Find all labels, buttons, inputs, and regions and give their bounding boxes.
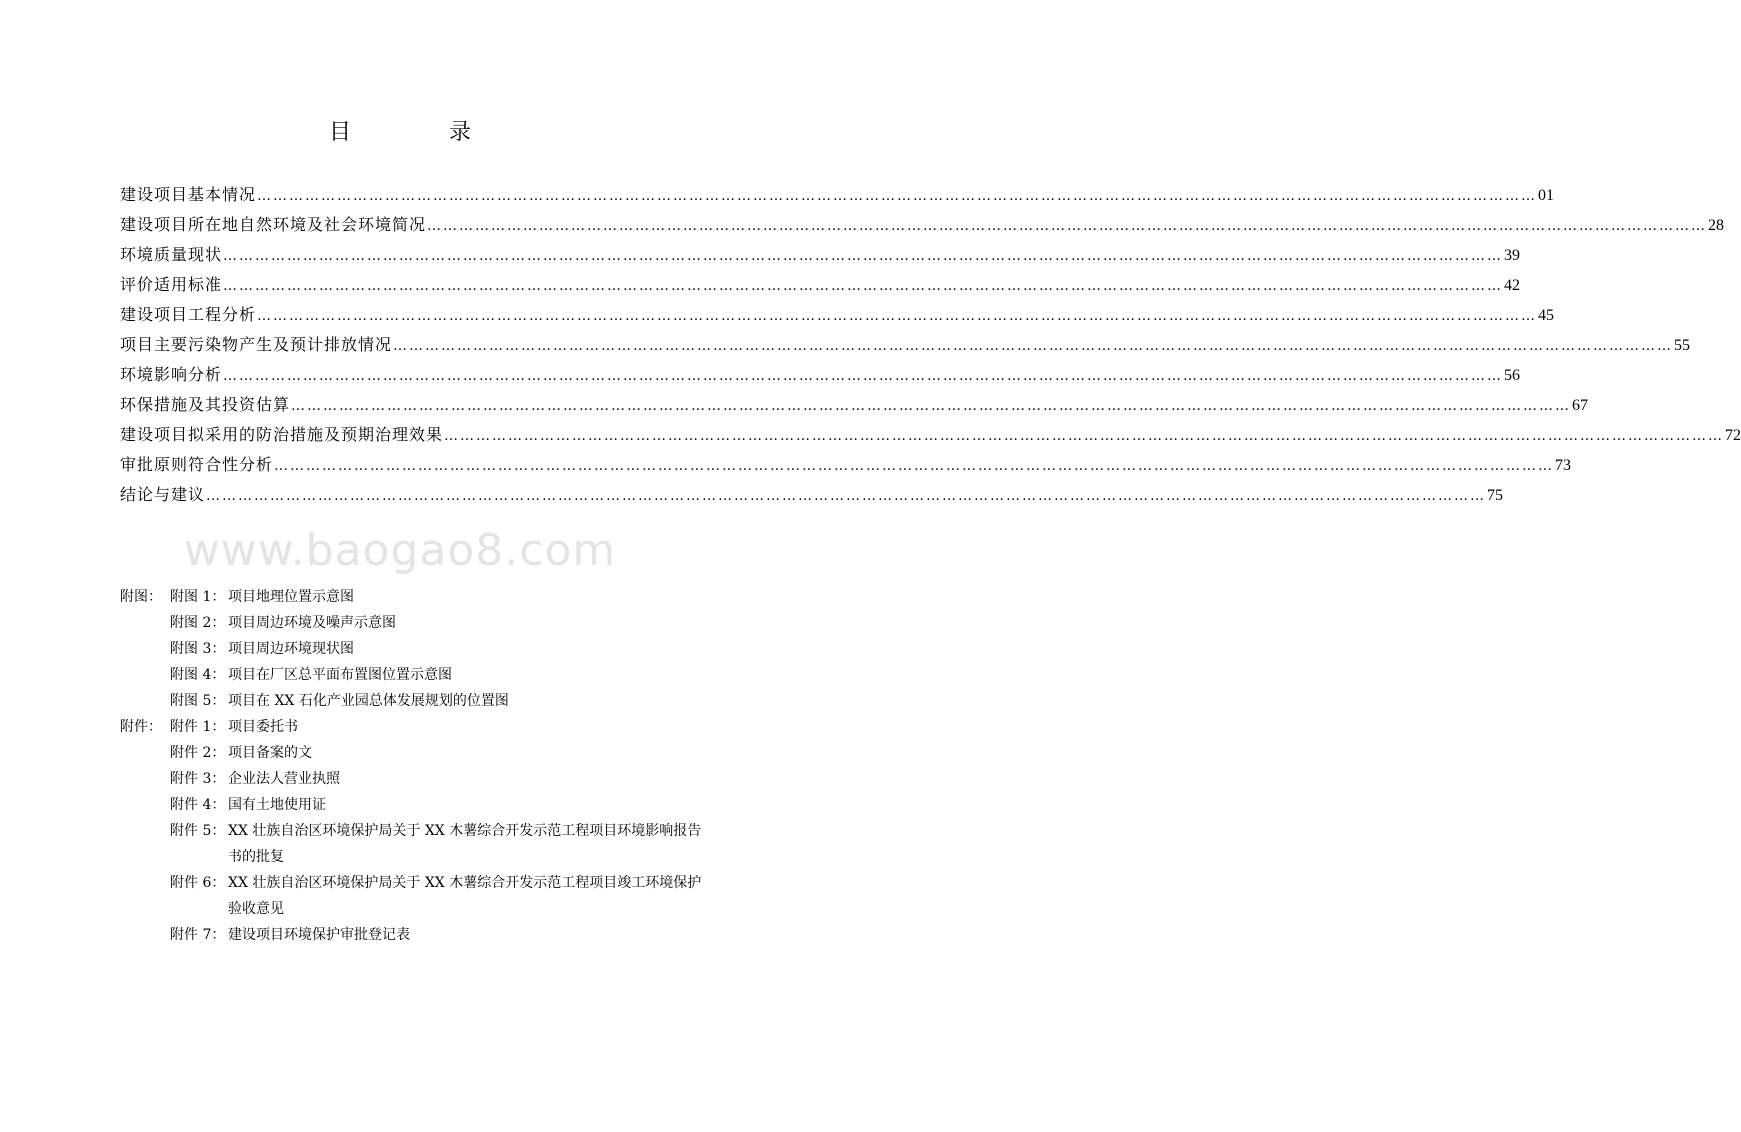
attachment-item-title: 项目备案的文	[228, 745, 312, 761]
attachment-item-row	[120, 740, 710, 766]
toc-entry-page: 75	[1487, 487, 1504, 504]
toc-leader-dots: ……………………………………………………………………………………………………………………………………………………………………………………………………………………	[291, 398, 1572, 414]
attachment-item-number: 附件 5：	[170, 823, 226, 839]
attachments-group-label: 附件：	[120, 719, 162, 735]
toc-entry-page: 42	[1504, 277, 1521, 294]
toc-entry-label: 项目主要污染物产生及预计排放情况	[120, 335, 393, 354]
attachment-item-title: 项目委托书	[228, 719, 298, 735]
figure-item	[170, 584, 710, 610]
figures-group-label: 附图：	[120, 589, 162, 605]
attachment-item-number: 附件 7：	[170, 927, 226, 943]
figure-item	[170, 636, 710, 662]
figure-item-row	[120, 636, 710, 662]
toc-entry-page: 39	[1504, 247, 1521, 264]
attachment-item-number: 附件 3：	[170, 771, 226, 787]
figure-item-number: 附图 1：	[170, 589, 226, 605]
toc-entry-page: 67	[1572, 397, 1589, 414]
attachment-item	[170, 922, 710, 948]
attachment-item	[170, 818, 710, 870]
toc-entry-label: 环境质量现状	[120, 245, 223, 264]
toc-leader-dots: ……………………………………………………………………………………………………………………………………………………………………………………………………………………	[223, 278, 1504, 294]
toc-entry-page: 45	[1538, 307, 1555, 324]
attachment-item	[170, 792, 710, 818]
figure-item-row	[120, 662, 710, 688]
figure-item-number: 附图 5：	[170, 693, 226, 709]
toc-entry[interactable]	[120, 450, 1572, 480]
toc-entry[interactable]	[120, 390, 1589, 420]
toc-entry-label: 环保措施及其投资估算	[120, 395, 291, 414]
toc-leader-dots: ……………………………………………………………………………………………………………………………………………………………………………………………………………………	[393, 338, 1674, 354]
toc-entry-label: 建设项目拟采用的防治措施及预期治理效果	[120, 425, 444, 444]
toc-entry-page: 01	[1538, 187, 1555, 204]
attachment-item-row	[120, 766, 710, 792]
figure-item-title: 项目在厂区总平面布置图位置示意图	[228, 667, 452, 683]
toc-entry[interactable]	[120, 270, 1521, 300]
figure-item-row	[120, 584, 710, 610]
toc-leader-dots: ……………………………………………………………………………………………………………………………………………………………………………………………………………………	[444, 428, 1725, 444]
toc-entry-page: 72	[1725, 427, 1741, 444]
appendix-list	[120, 584, 710, 948]
toc-entry-page: 55	[1674, 337, 1691, 354]
attachment-item	[170, 766, 710, 792]
figure-item-title: 项目在 XX 石化产业园总体发展规划的位置图	[228, 693, 509, 709]
attachment-item-title: XX 壮族自治区环境保护局关于 XX 木薯综合开发示范工程项目环境影响报告书的批复	[228, 823, 702, 865]
toc-entry[interactable]	[120, 180, 1555, 210]
figure-item	[170, 610, 710, 636]
attachment-item	[170, 714, 710, 740]
attachment-item	[170, 870, 710, 922]
toc-leader-dots: ……………………………………………………………………………………………………………………………………………………………………………………………………………………	[427, 218, 1708, 234]
figure-item-row	[120, 610, 710, 636]
table-of-contents	[120, 180, 1741, 510]
toc-entry-page: 73	[1555, 457, 1572, 474]
toc-entry-label: 建设项目基本情况	[120, 185, 257, 204]
attachment-item-number: 附件 6：	[170, 875, 226, 891]
figure-item-title: 项目地理位置示意图	[228, 589, 354, 605]
page-title: 目 录	[328, 120, 509, 145]
toc-entry-label: 审批原则符合性分析	[120, 455, 274, 474]
toc-entry-label: 结论与建议	[120, 485, 206, 504]
toc-leader-dots: ……………………………………………………………………………………………………………………………………………………………………………………………………………………	[257, 308, 1538, 324]
toc-entry-label: 环境影响分析	[120, 365, 223, 384]
toc-entry-label: 评价适用标准	[120, 275, 223, 294]
toc-entry[interactable]	[120, 240, 1521, 270]
toc-entry[interactable]	[120, 330, 1691, 360]
toc-leader-dots: ……………………………………………………………………………………………………………………………………………………………………………………………………………………	[223, 368, 1504, 384]
figure-item-title: 项目周边环境及噪声示意图	[228, 615, 396, 631]
toc-entry[interactable]	[120, 420, 1741, 450]
attachment-item-title: XX 壮族自治区环境保护局关于 XX 木薯综合开发示范工程项目竣工环境保护验收意见	[228, 875, 702, 917]
figure-item-number: 附图 3：	[170, 641, 226, 657]
toc-leader-dots: ……………………………………………………………………………………………………………………………………………………………………………………………………………………	[223, 248, 1504, 264]
toc-entry[interactable]	[120, 480, 1504, 510]
attachment-item-number: 附件 4：	[170, 797, 226, 813]
watermark: www.baogao8.com	[183, 525, 617, 576]
attachment-item-title: 建设项目环境保护审批登记表	[228, 927, 410, 943]
toc-entry[interactable]	[120, 360, 1521, 390]
toc-leader-dots: ……………………………………………………………………………………………………………………………………………………………………………………………………………………	[274, 458, 1555, 474]
toc-entry[interactable]	[120, 210, 1725, 240]
figure-item	[170, 662, 710, 688]
attachment-item-row	[120, 870, 710, 922]
attachment-item-title: 企业法人营业执照	[228, 771, 340, 787]
figure-item-title: 项目周边环境现状图	[228, 641, 354, 657]
figure-item-number: 附图 4：	[170, 667, 226, 683]
toc-leader-dots: ……………………………………………………………………………………………………………………………………………………………………………………………………………………	[257, 188, 1538, 204]
attachment-item	[170, 740, 710, 766]
attachment-item-number: 附件 2：	[170, 745, 226, 761]
toc-leader-dots: ……………………………………………………………………………………………………………………………………………………………………………………………………………………	[206, 488, 1487, 504]
attachment-item-row	[120, 714, 710, 740]
toc-entry-page: 28	[1708, 217, 1725, 234]
attachment-item-row	[120, 818, 710, 870]
figure-item	[170, 688, 710, 714]
toc-entry[interactable]	[120, 300, 1555, 330]
toc-entry-label: 建设项目工程分析	[120, 305, 257, 324]
attachment-item-row	[120, 792, 710, 818]
figures-group	[120, 584, 710, 714]
figure-item-row	[120, 688, 710, 714]
toc-entry-label: 建设项目所在地自然环境及社会环境简况	[120, 215, 427, 234]
figure-item-number: 附图 2：	[170, 615, 226, 631]
attachment-item-row	[120, 922, 710, 948]
attachment-item-title: 国有土地使用证	[228, 797, 326, 813]
attachments-group	[120, 714, 710, 948]
attachment-item-number: 附件 1：	[170, 719, 226, 735]
toc-entry-page: 56	[1504, 367, 1521, 384]
